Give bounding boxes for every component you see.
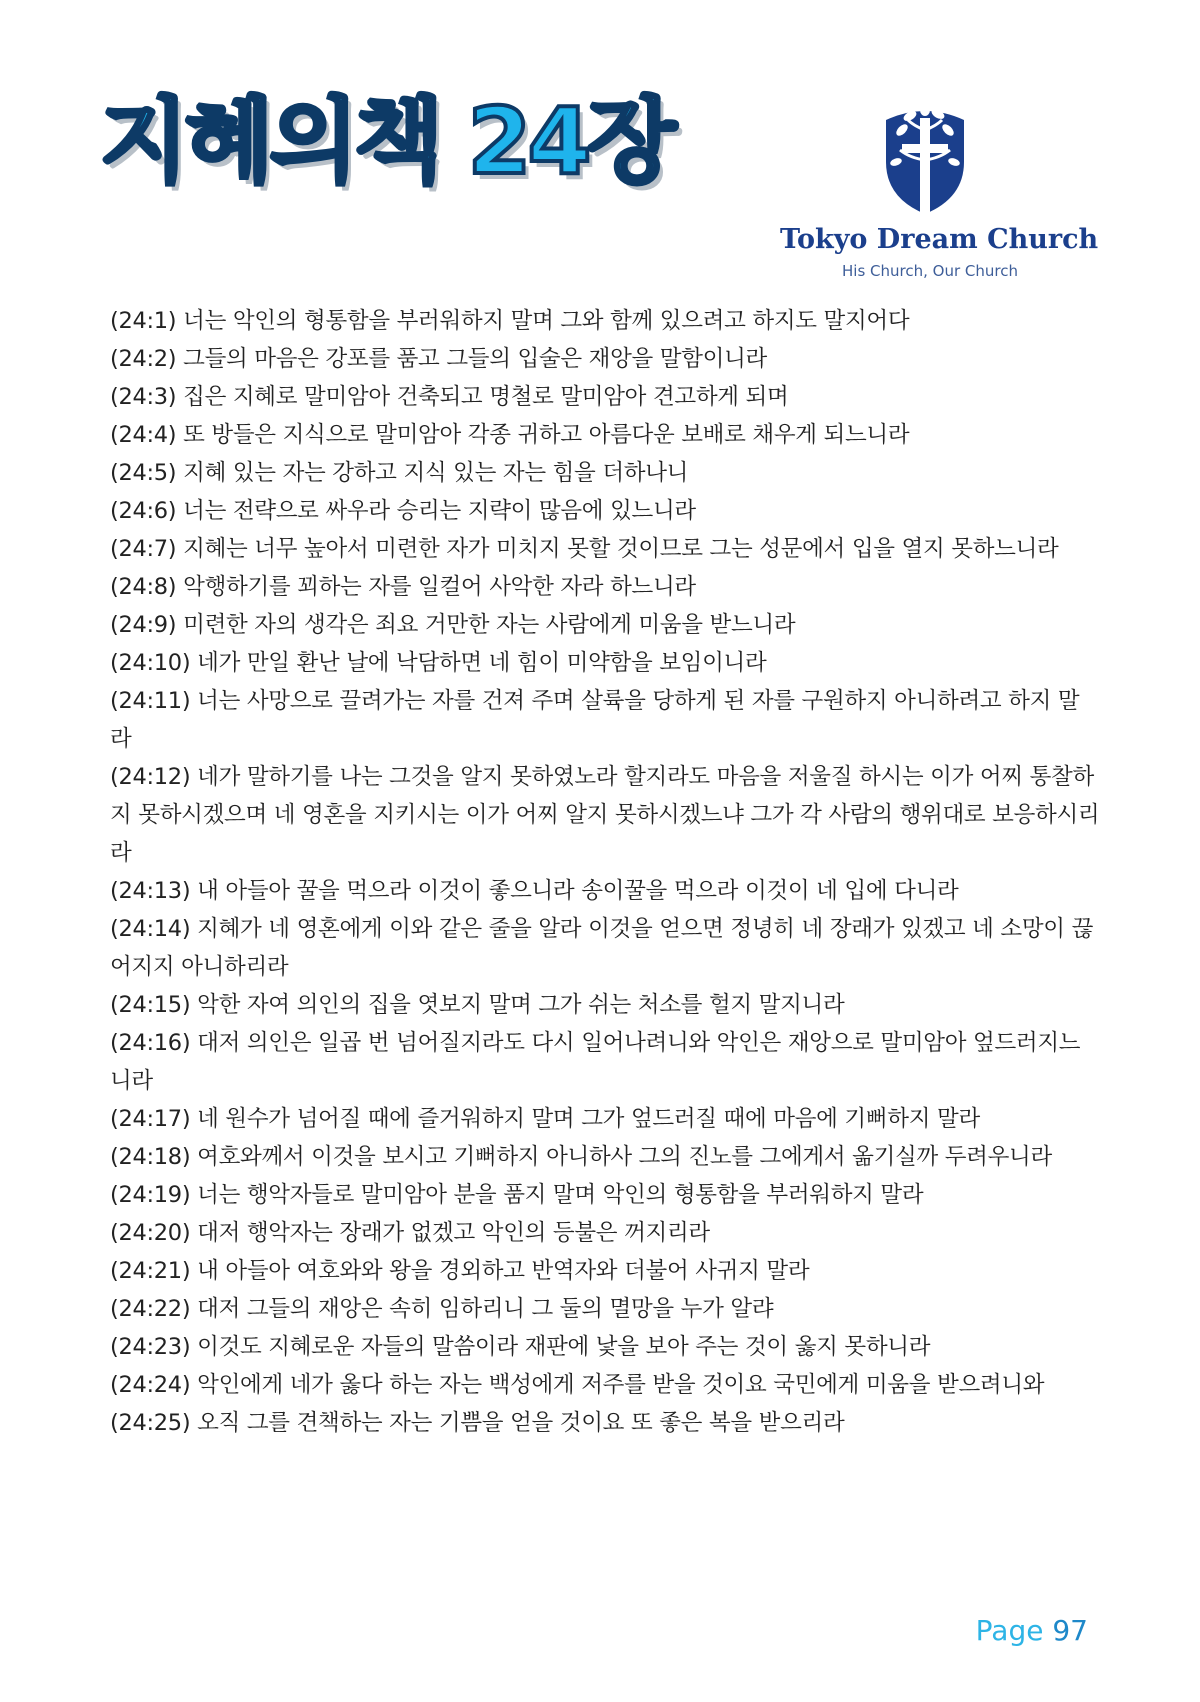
verse: (24:2) 그들의 마음은 강포를 품고 그들의 입술은 재앙을 말함이니라 — [110, 346, 767, 372]
page-number — [976, 1614, 1088, 1647]
verse: (24:5) 지혜 있는 자는 강하고 지식 있는 자는 힘을 더하나니 — [110, 460, 689, 486]
verse: (24:9) 미련한 자의 생각은 죄요 거만한 자는 사람에게 미움을 받느니라 — [110, 612, 796, 638]
verse: (24:10) 네가 만일 환난 날에 낙담하면 네 힘이 미약함을 보임이니라 — [110, 650, 767, 676]
verse: (24:18) 여호와께서 이것을 보시고 기뻐하지 아니하사 그의 진노를 그에게서 옮기실까 두려우니라 — [110, 1144, 1052, 1170]
verse-list — [110, 302, 1100, 1442]
verse: (24:16) 대저 의인은 일곱 번 넘어질지라도 다시 일어나려니와 악인은 재앙으로 말미암아 엎드러지느니라 — [110, 1030, 1081, 1094]
page-title: 지혜의책 24장 — [100, 88, 673, 195]
page-label: Page — [975, 1614, 1044, 1647]
verse: (24:24) 악인에게 네가 옳다 하는 자는 백성에게 저주를 받을 것이요 국민에게 미움을 받으려니와 — [110, 1372, 1045, 1398]
verse: (24:22) 대저 그들의 재앙은 속히 임하리니 그 둘의 멸망을 누가 알랴 — [110, 1296, 774, 1322]
church-tagline: His Church, Our Church — [842, 262, 1018, 280]
verse: (24:6) 너는 전략으로 싸우라 승리는 지략이 많음에 있느니라 — [110, 498, 696, 524]
verse: (24:17) 네 원수가 넘어질 때에 즐거워하지 말며 그가 엎드러질 때에 마음에 기뻐하지 말라 — [110, 1106, 980, 1132]
verse: (24:25) 오직 그를 견책하는 자는 기쁨을 얻을 것이요 또 좋은 복을 받으리라 — [110, 1410, 845, 1436]
verse: (24:21) 내 아들아 여호와와 왕을 경외하고 반역자와 더불어 사귀지 말라 — [110, 1258, 810, 1284]
verse: (24:19) 너는 행악자들로 말미암아 분을 품지 말며 악인의 형통함을 부러워하지 말라 — [110, 1182, 924, 1208]
verse: (24:14) 지혜가 네 영혼에게 이와 같은 줄을 알라 이것을 얻으면 정녕히 네 장래가 있겠고 네 소망이 끊어지지 아니하리라 — [110, 916, 1094, 980]
verse: (24:20) 대저 행악자는 장래가 없겠고 악인의 등불은 꺼지리라 — [110, 1220, 710, 1246]
verse: (24:11) 너는 사망으로 끌려가는 자를 건져 주며 살륙을 당하게 된 자를 구원하지 아니하려고 하지 말라 — [110, 688, 1080, 752]
verse: (24:3) 집은 지혜로 말미암아 건축되고 명철로 말미암아 견고하게 되며 — [110, 384, 789, 410]
verse: (24:4) 또 방들은 지식으로 말미암아 각종 귀하고 아름다운 보배로 채우게 되느니라 — [110, 422, 910, 448]
page-number-value: 97 — [1052, 1614, 1088, 1647]
verse: (24:15) 악한 자여 의인의 집을 엿보지 말며 그가 쉬는 처소를 헐지 말지니라 — [110, 992, 845, 1018]
verse: (24:8) 악행하기를 꾀하는 자를 일컬어 사악한 자라 하느니라 — [110, 574, 696, 600]
church-name: Tokyo Dream Church — [780, 224, 1099, 255]
verse: (24:13) 내 아들아 꿀을 먹으라 이것이 좋으니라 송이꿀을 먹으라 이것이 네 입에 다니라 — [110, 878, 959, 904]
church-logo — [780, 96, 1099, 286]
verse: (24:23) 이것도 지혜로운 자들의 말씀이라 재판에 낯을 보아 주는 것이 옳지 못하니라 — [110, 1334, 931, 1360]
church-tree-cross-icon — [880, 100, 970, 216]
verse: (24:1) 너는 악인의 형통함을 부러워하지 말며 그와 함께 있으려고 하지도 말지어다 — [110, 308, 910, 334]
verse: (24:12) 네가 말하기를 나는 그것을 알지 못하였노라 할지라도 마음을 저울질 하시는 이가 어찌 통찰하지 못하시겠으며 네 영혼을 지키시는 이가 어찌 알지 못하시겠느냐 그가 각 사람의 행위대로 보응하시리라 — [110, 764, 1100, 866]
verse: (24:7) 지혜는 너무 높아서 미련한 자가 미치지 못할 것이므로 그는 성문에서 입을 열지 못하느니라 — [110, 536, 1059, 562]
